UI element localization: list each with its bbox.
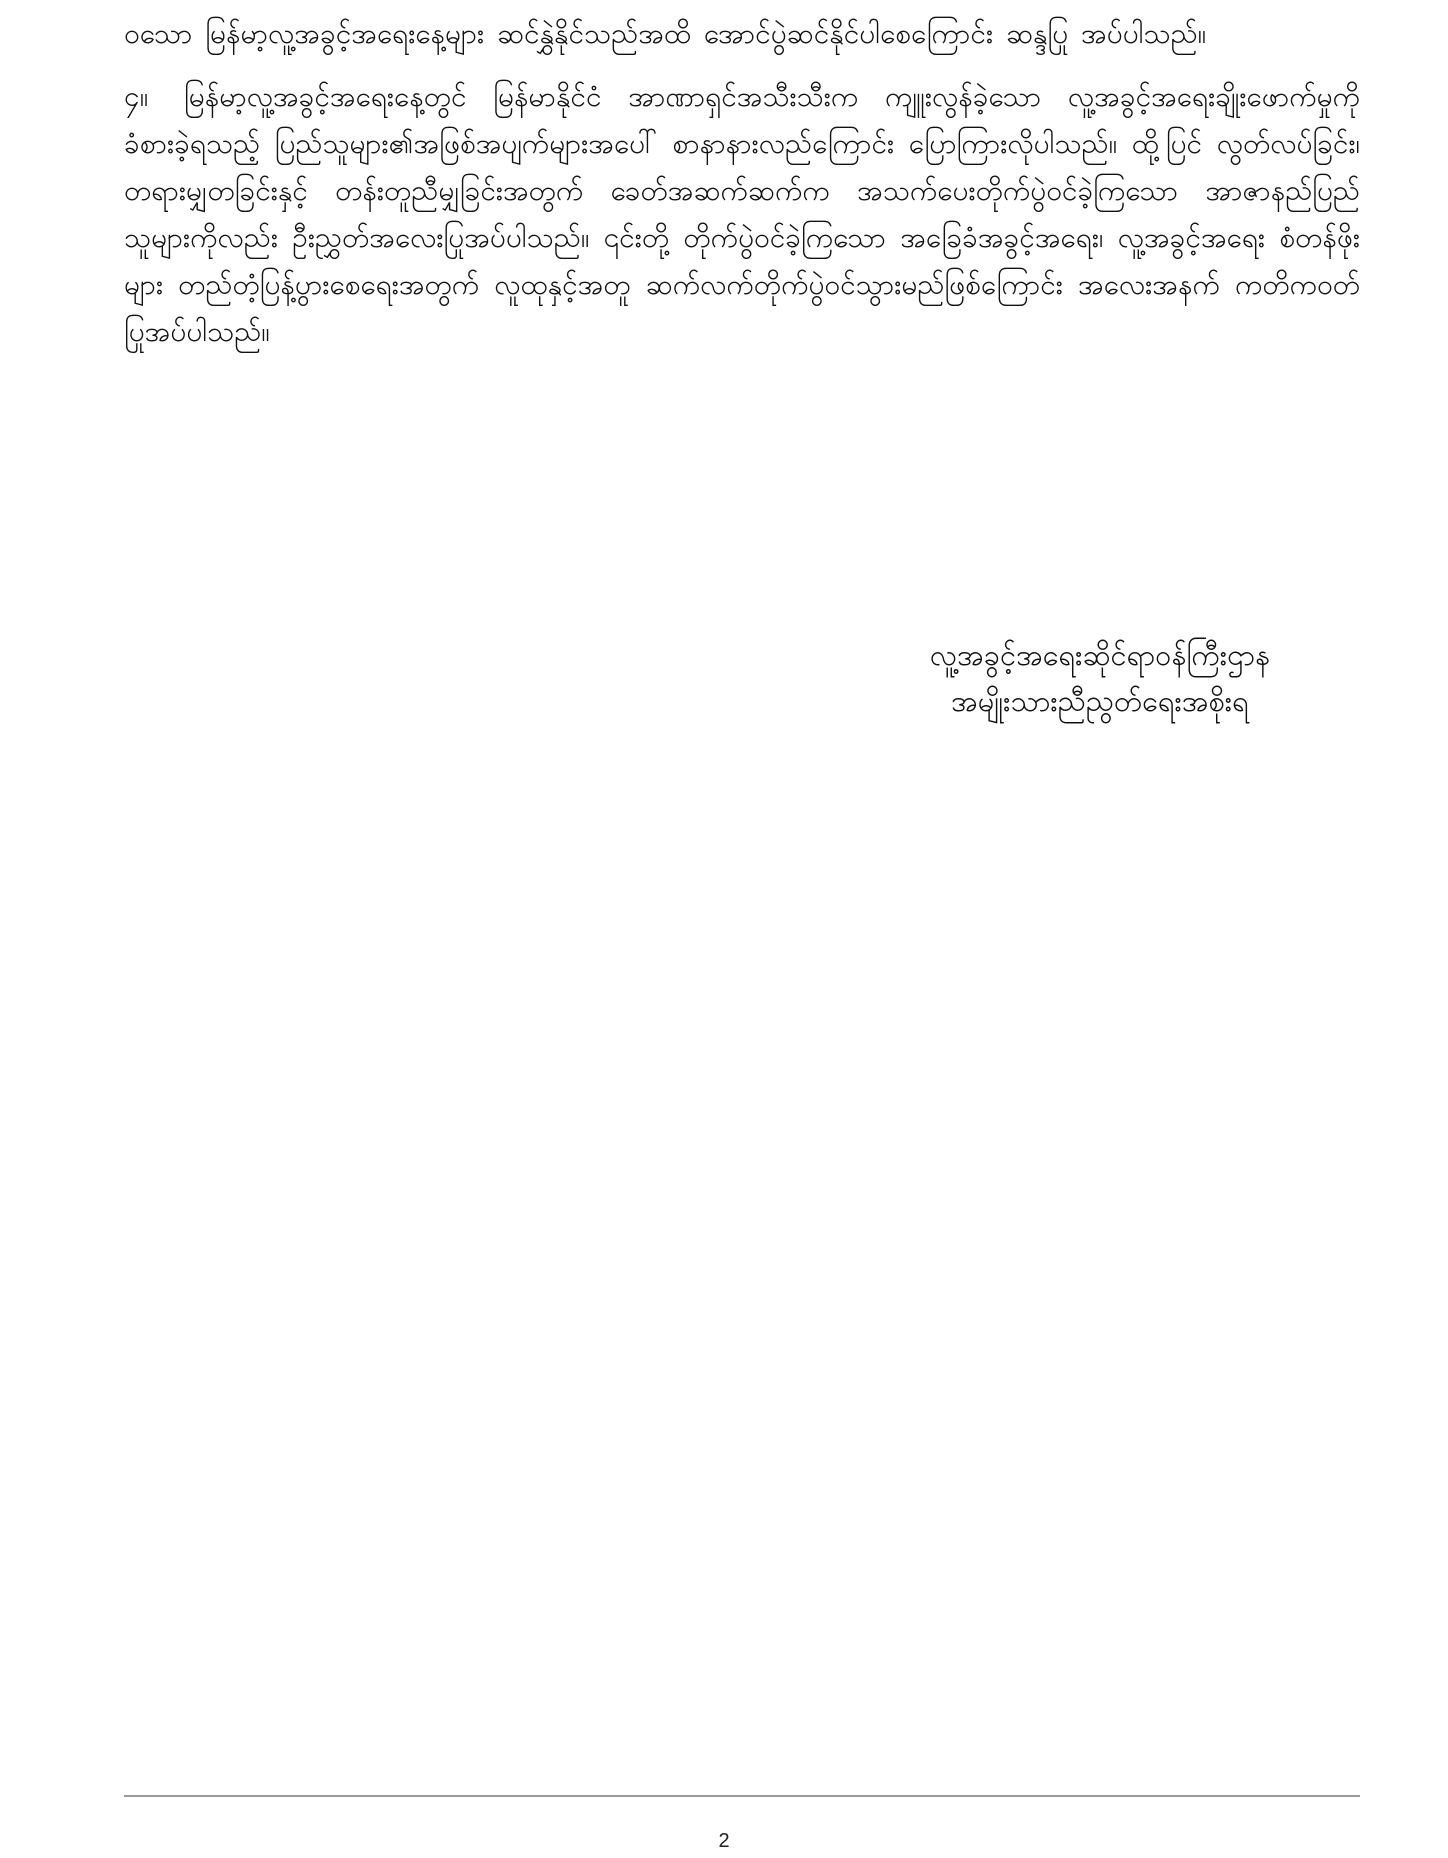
paragraph-continuation [124,10,1360,57]
signature-government: အမျိုးသားညီညွတ်ရေးအစိုးရ [951,684,1249,718]
signature-ministry: လူ့အခွင့်အရေးဆိုင်ရာဝန်ကြီးဌာန [929,638,1271,672]
page-number: 2 [718,1830,730,1852]
paragraph-number: ၄။ [124,80,149,113]
paragraph-4 [124,73,1360,355]
signature-block [820,632,1380,724]
paragraph-text: ဝသော မြန်မာ့လူ့အခွင့်အရေးနေ့များ ဆင်နွှဲနိုင်သည်အထိ အောင်ပွဲဆင်နိုင်ပါစေကြောင်း ဆန္ဒပြု အပ်ပါသည်။ [124,17,1207,50]
paragraph-text: မြန်မာ့လူ့အခွင့်အရေးနေ့တွင် မြန်မာနိုင်ငံ အာဏာရှင်အသီးသီးက ကျူးလွန်ခဲ့သော လူ့အခွင့်အရေးချိုးဖောက်မှုကို ခံစားခဲ့ရသည့် ပြည်သူများ၏အဖြစ်အပျက်များအပေါ် စာနာနားလည်ကြောင်း ပြောကြားလိုပါသည်။ ထို့ပြင် လွတ်လပ်ခြင်း၊ တရားမျှတခြင်းနှင့် တန်းတူညီမျှခြင်းအတွက် ခေတ်အဆက်ဆက်က အသက်ပေးတိုက်ပွဲဝင်ခဲ့ကြသော အာဇာနည်ပြည်သူများကိုလည်း ဦးညွှတ်အလေးပြုအပ်ပါသည်။ ၎င်းတို့ တိုက်ပွဲဝင်ခဲ့ကြသော အခြေခံအခွင့်အရေး၊ လူ့အခွင့်အရေး စံတန်ဖိုးများ တည်တံ့ပြန့်ပွားစေရေးအတွက် လူထုနှင့်အတူ ဆက်လက်တိုက်ပွဲဝင်သွားမည်ဖြစ်ကြောင်း အလေးအနက် ကတိကဝတ်ပြုအပ်ပါသည်။ [124,80,1360,348]
footer-divider [124,1795,1360,1797]
body-text [124,10,1360,371]
